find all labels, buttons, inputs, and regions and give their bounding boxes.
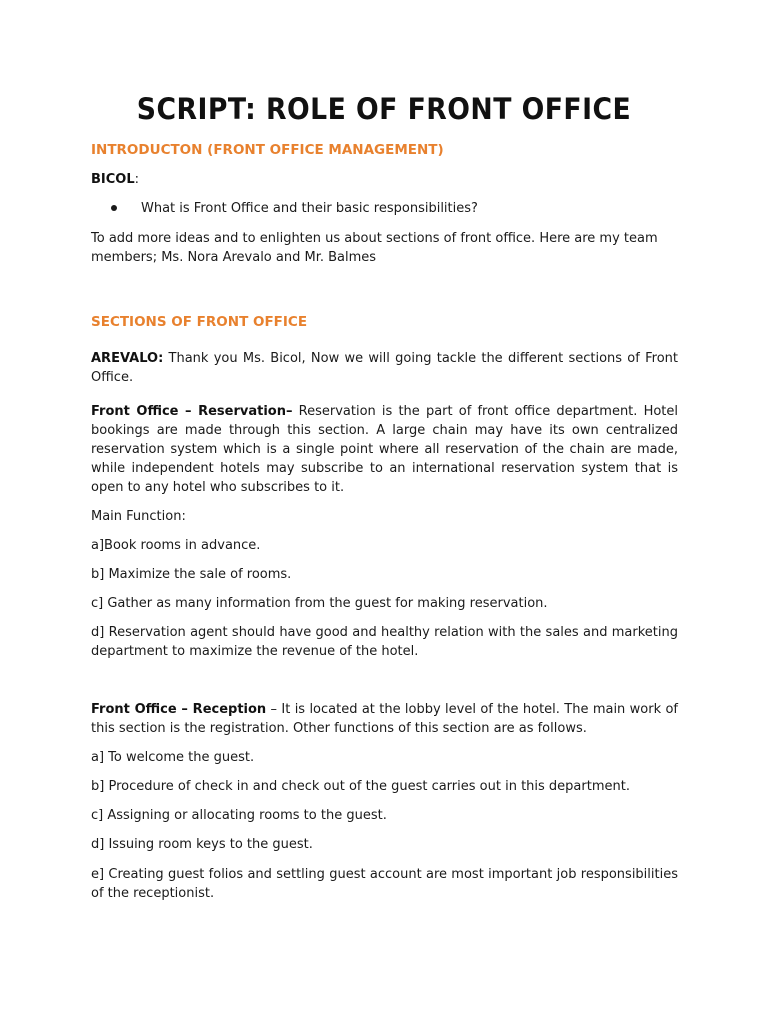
reception-item-c: c] Assigning or allocating rooms to the guest.	[91, 808, 387, 823]
document-title: SCRIPT: ROLE OF FRONT OFFICE	[136, 92, 632, 126]
reservation-paragraph	[91, 402, 678, 497]
speaker-colon: :	[134, 172, 140, 187]
arevalo-paragraph	[91, 349, 678, 387]
reception-paragraph	[91, 700, 678, 738]
bullet-item	[111, 199, 478, 218]
speaker-bicol-line	[91, 170, 678, 189]
reception-item-a: a] To welcome the guest.	[91, 750, 255, 765]
reception-item-e: e] Creating guest folios and settling guest account are most important job responsibilities of the receptionist.	[91, 867, 678, 901]
reservation-item-a: a]Book rooms in advance.	[91, 538, 261, 553]
arevalo-text: Thank you Ms. Bicol, Now we will going tackle the different sections of Front Office.	[91, 351, 678, 385]
speaker-label-arevalo: AREVALO:	[91, 351, 164, 366]
reservation-item-d: d] Reservation agent should have good and healthy relation with the sales and marketing department to maximize the revenue of the hotel.	[91, 625, 678, 659]
reservation-text: Reservation is the part of front office department. Hotel bookings are made through this section. A large chain may have its own centralized reservation system which is a single point where all reservation of the chain are made, while independent hotels may subscribe to an international reservation system that is open to any hotel who subscribes to it.	[91, 404, 679, 495]
bullet-question-text: What is Front Office and their basic responsibilities?	[141, 201, 478, 216]
speaker-label-bicol: BICOL	[91, 172, 135, 187]
reservation-item-c: c] Gather as many information from the guest for making reservation.	[91, 596, 548, 611]
main-function-label: Main Function:	[91, 509, 186, 524]
reservation-item-b: b] Maximize the sale of rooms.	[91, 567, 292, 582]
heading-introduction: INTRODUCTON (FRONT OFFICE MANAGEMENT)	[91, 142, 444, 158]
reception-item-d: d] Issuing room keys to the guest.	[91, 837, 313, 852]
reception-label: Front Office – Reception	[91, 702, 267, 717]
reception-text: – It is located at the lobby level of the hotel. The main work of this section is the registration. Other functions of this section are as follows.	[91, 702, 678, 736]
bullet-icon	[111, 205, 117, 211]
intro-paragraph: To add more ideas and to enlighten us about sections of front office. Here are my team members; Ms. Nora Arevalo and Mr. Balmes	[91, 231, 658, 265]
reception-item-b: b] Procedure of check in and check out of the guest carries out in this department.	[91, 779, 630, 794]
heading-sections: SECTIONS OF FRONT OFFICE	[91, 314, 308, 330]
reservation-label: Front Office – Reservation–	[91, 404, 293, 419]
